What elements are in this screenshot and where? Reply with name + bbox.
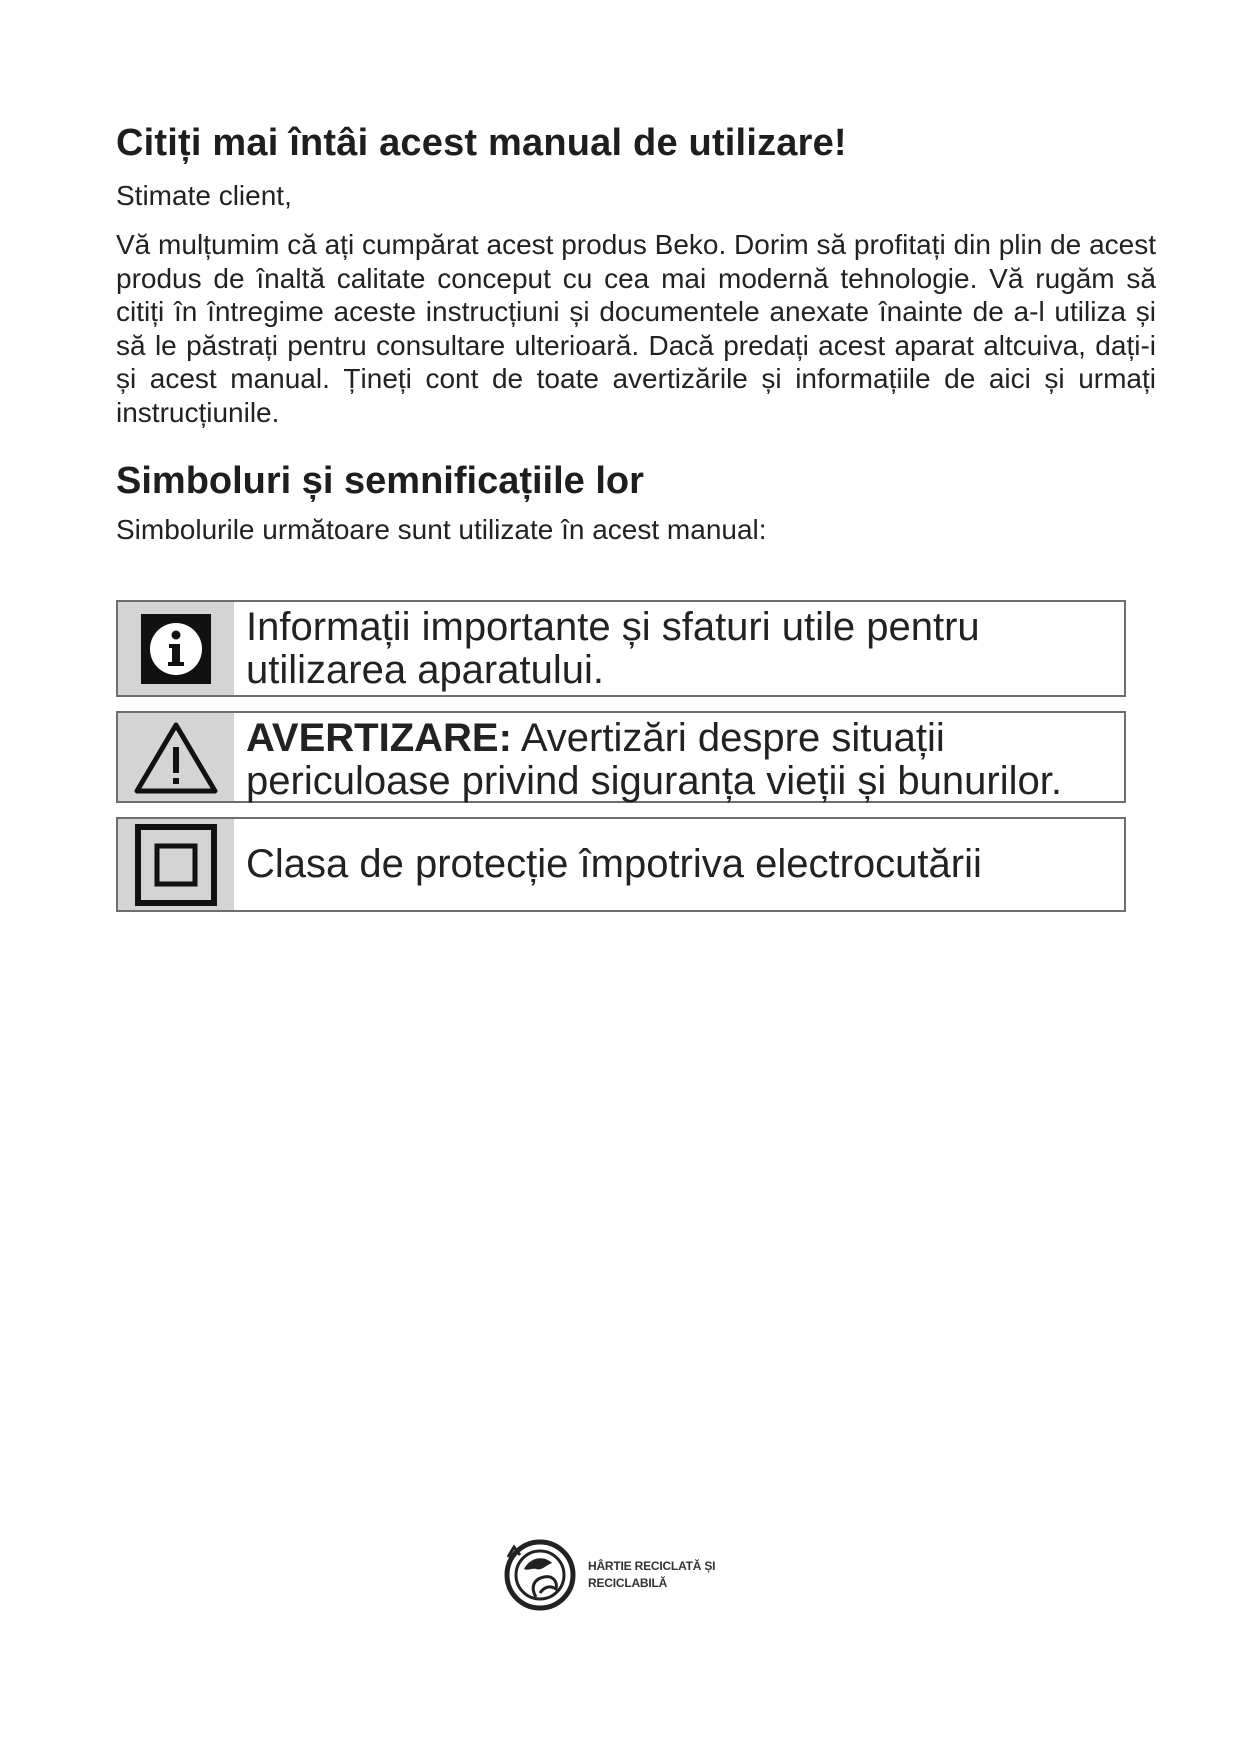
recycle-globe-icon: [500, 1535, 580, 1615]
symbol-row-warning: [116, 711, 1126, 803]
info-icon: [118, 602, 234, 695]
protection-class-icon: [118, 819, 234, 910]
symbol-text: [234, 713, 1124, 801]
page-title: Citiți mai întâi acest manual de utilizare!: [116, 122, 847, 164]
eco-label: HÂRTIE RECICLATĂ ȘI RECICLABILĂ: [588, 1559, 716, 1590]
intro-paragraph: Vă mulțumim că ați cumpărat acest produs Beko. Dorim să profitați din plin de acest produs de înaltă calitate conceput cu cea mai modernă tehnologie. Vă rugăm să citiți în întregime aceste instrucțiuni și documentele anexate înainte de a-l utiliza și să le păstrați pentru consultare ulterioară. Dacă predați acest aparat altcuiva, dați-i și acest manual. Țineți cont de toate avertizările și informațiile de aici și urmați instrucțiunile.: [116, 229, 1156, 428]
symbol-text: Informații importante și sfaturi utile pentru utilizarea aparatului.: [246, 605, 980, 692]
symbol-text: Clasa de protecție împotriva electrocutării: [246, 842, 982, 886]
warning-label: AVERTIZARE:: [246, 716, 512, 760]
symbol-row-protection: [116, 817, 1126, 912]
warning-icon: [118, 713, 234, 801]
symbols-lead: Simbolurile următoare sunt utilizate în acest manual:: [116, 514, 767, 545]
recycled-paper-logo: [500, 1535, 715, 1615]
symbols-heading: Simboluri și semnificațiile lor: [116, 460, 644, 502]
symbols-table: [116, 600, 1126, 926]
greeting: Stimate client,: [116, 180, 292, 211]
symbol-row-info: [116, 600, 1126, 697]
warning-text: Avertizări despre situații periculoase privind siguranța vieții și bunurilor.: [246, 716, 1062, 803]
